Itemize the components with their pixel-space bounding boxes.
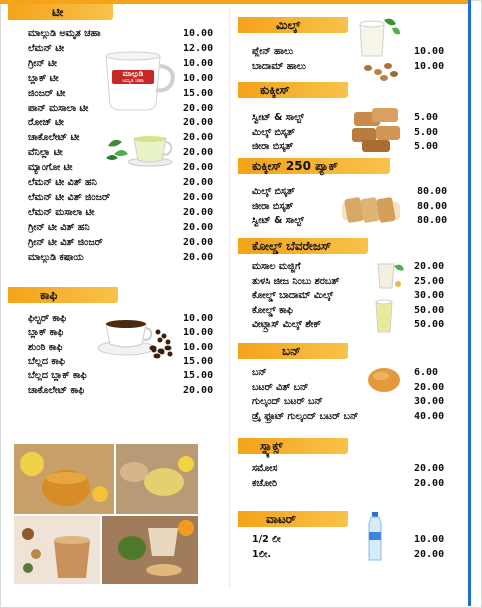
coffee-item-name: ಫಿಲ್ಟರ್ ಕಾಫಿ <box>28 313 67 324</box>
cookies-pack-item-price: 80.00 <box>417 215 448 226</box>
tea-item-name: ಮ್ಯಾಂಗೋ ಟೀ <box>28 162 73 174</box>
green-tea-image <box>104 128 176 168</box>
bun-item-name: ಬನ್ <box>252 367 267 378</box>
tea-item-price: 20.00 <box>183 206 214 218</box>
cookies-pack-item-price: 80.00 <box>417 200 448 212</box>
coffee-item-name: ಬೆಲ್ಲದ ಕಾಫಿ <box>28 355 66 367</box>
cookies-item-price: 5.00 <box>414 112 439 123</box>
cold-beverage-item-price: 20.00 <box>414 261 445 272</box>
right-border-line <box>468 0 471 606</box>
tea-item-price: 20.00 <box>183 162 214 174</box>
water-item-price: 20.00 <box>414 548 445 560</box>
tea-collage-image <box>14 444 198 584</box>
coffee-item-price: 10.00 <box>183 327 214 339</box>
tea-title: ಟೀ <box>52 5 64 19</box>
bun-item-price: 20.00 <box>414 381 445 393</box>
cookies-item-name: ಸ್ವೀಟ್ & ಸಾಲ್ಟ್ <box>252 112 304 123</box>
tea-item-price: 20.00 <box>183 117 214 129</box>
snack-item-price: 20.00 <box>414 477 445 489</box>
milk-image <box>354 16 404 82</box>
coffee-item-name: ಚಾಕೊಲೇಟ್ ಕಾಫಿ <box>28 384 85 396</box>
tea-item-name: ಲೆಮನ್ ಟೀ <box>28 42 65 54</box>
snacks-header <box>238 438 348 454</box>
cookies-pack-item-name: ಜೀರಾ ಬಿಸ್ಕತ್ <box>252 200 294 212</box>
water-item-name: 1ಲೀ. <box>252 548 272 560</box>
milk-item-name: ಬಾದಾಮ್ ಹಾಲು <box>252 60 306 72</box>
cold-beverages-title: ಕೋಲ್ಡ್ ಬೆವರೇಜಸ್ <box>252 239 332 253</box>
tea-item-price: 20.00 <box>183 177 214 188</box>
tea-item-name: ಲೆಮನ್ ಟೀ ವಿತ್ ಹನಿ <box>28 177 97 188</box>
bun-item-name: ಡ್ರೈ ಫ್ರೂಟ್ ಗುಲ್ಕಂದ್ ಬಟರ್ ಬನ್ <box>252 410 359 422</box>
bun-header <box>238 343 348 359</box>
water-bottle-image <box>366 512 384 562</box>
tea-item-price: 20.00 <box>183 102 214 114</box>
milk-item-name: ಪ್ಲೇನ್ ಹಾಲು <box>252 46 294 57</box>
cookies-image <box>350 104 404 154</box>
tea-item-name: ಮಾಲ್ಗುಡಿ ಅಮೃತ ಚಹಾ <box>28 28 101 39</box>
milk-item-price: 10.00 <box>414 46 445 57</box>
biscuit-pack-image <box>340 192 402 228</box>
cold-beverage-item-name: ತುಳಸಿ ಜೀಜ ನಿಂಬು ಶರಬತ್ <box>252 275 340 287</box>
bun-item-name: ಗುಲ್ಕಂದ್ ಬಟರ್ ಬನ್ <box>252 396 323 408</box>
cookies-pack-item-price: 80.00 <box>417 186 448 197</box>
cookies-title: ಕುಕ್ಕೀಸ್ <box>260 83 290 97</box>
cookies-pack-item-name: ಮಿಲ್ಕ್ ಬಿಸ್ಕತ್ <box>252 186 295 197</box>
cold-beverage-item-name: ಮಸಾಲ ಮಜ್ಜಿಗೆ <box>252 261 301 272</box>
coffee-header <box>8 287 118 303</box>
coffee-item-price: 10.00 <box>183 341 214 353</box>
snacks-title: ಸ್ನ್ಯಾಕ್ಸ್ <box>260 439 283 453</box>
bun-item-price: 40.00 <box>414 410 445 422</box>
cookies-pack-header <box>238 158 390 174</box>
snack-item-name: ಕಚೋರಿ <box>252 477 277 489</box>
coffee-item-price: 15.00 <box>183 370 214 382</box>
bun-item-price: 30.00 <box>414 396 445 408</box>
tea-item-price: 10.00 <box>183 28 214 39</box>
cold-beverage-item-price: 50.00 <box>414 304 445 316</box>
logo-tagline: ಅಮೃತ ಚಹಾ <box>122 78 144 84</box>
milk-title: ಮಿಲ್ಕ್ <box>276 18 301 32</box>
tea-item-price: 20.00 <box>183 221 214 233</box>
tea-item-name: ಗ್ರೀನ್ ಟೀ ವಿತ್ ಜಿಂಜರ್ <box>28 236 103 248</box>
coffee-item-price: 15.00 <box>183 355 214 367</box>
tea-item-name: ಗ್ರೀನ್ ಟೀ <box>28 57 57 69</box>
snack-item-price: 20.00 <box>414 463 445 474</box>
tea-item-price: 20.00 <box>183 251 214 263</box>
coffee-item-name: ಶುಂಠಿ ಕಾಫಿ <box>28 341 63 353</box>
tea-item-name: ರೋಜ್ ಟೀ <box>28 117 64 129</box>
logo-brand: ಮಾಲ್ಗುಡಿ <box>122 70 144 78</box>
coffee-item-name: ಬ್ಲಾಕ್ ಕಾಫಿ <box>28 327 64 339</box>
bun-item-price: 6.00 <box>414 367 439 378</box>
cookies-item-name: ಮಿಲ್ಕ್ ಬಿಸ್ಕತ್ <box>252 126 295 138</box>
tea-item-name: ಮಾಲ್ಗುಡಿ ಕಷಾಯ <box>28 251 84 263</box>
coffee-item-price: 20.00 <box>183 384 214 396</box>
tea-item-price: 12.00 <box>183 42 214 54</box>
tea-item-name: ಗ್ರೀನ್ ಟೀ ವಿತ್ ಹನಿ <box>28 221 90 233</box>
cold-beverage-item-price: 30.00 <box>414 290 445 302</box>
tea-item-name: ಲೆಮನ್ ಟೀ ವಿತ್ ಜಿಂಜರ್ <box>28 191 111 203</box>
malgudi-logo-cup <box>98 48 178 114</box>
tea-item-name: ಲೆಮನ್ ಮಸಾಲಾ ಟೀ <box>28 206 95 218</box>
tea-item-name: ಜಿಂಜರ್ ಟೀ <box>28 87 66 99</box>
column-divider <box>229 8 230 588</box>
tea-header <box>8 4 113 20</box>
cookies-item-name: ಜೀರಾ ಬಿಸ್ಕತ್ <box>252 141 294 152</box>
cookies-header <box>238 82 348 98</box>
cold-beverage-item-name: ಕೋಲ್ಡ್ ಕಾಫಿ <box>252 304 293 316</box>
cold-beverage-item-name: ಕೋಲ್ಡ್ ಬಾದಾಮ್ ಮಿಲ್ಕ್ <box>252 290 334 302</box>
bun-item-name: ಬಟರ್ ವಿತ್ ಬನ್ <box>252 381 309 393</box>
tea-item-price: 20.00 <box>183 147 214 159</box>
tea-item-name: ಬ್ಲಾಕ್ ಟೀ <box>28 72 59 84</box>
tea-item-name: ಚಾಕೊಲೇಟ್ ಟೀ <box>28 132 80 144</box>
cold-beverage-item-price: 25.00 <box>414 275 445 287</box>
coffee-beans-icon <box>148 342 172 360</box>
coffee-title: ಕಾಫಿ <box>40 288 58 302</box>
cookies-item-price: 5.00 <box>414 126 439 138</box>
bun-image <box>366 362 402 394</box>
milk-item-price: 10.00 <box>414 60 445 72</box>
tea-item-price: 20.00 <box>183 236 214 248</box>
tea-item-price: 20.00 <box>183 191 214 203</box>
tea-item-name: ಪಾನ್ ಮಸಾಲಾ ಟೀ <box>28 102 89 114</box>
cold-beverage-item-name: ವೀಟ್ಗ್ರಾಸ್ ಮಿಲ್ಕ್ ಶೇಕ್ <box>252 319 321 331</box>
cold-beverage-item-price: 50.00 <box>414 319 445 331</box>
water-item-name: 1/2 ಲೀ <box>252 534 281 545</box>
cold-beverages-header <box>238 238 368 254</box>
tea-item-price: 10.00 <box>183 72 214 84</box>
cold-drinks-image <box>372 258 406 338</box>
coffee-item-name: ಬೆಲ್ಲದ ಬ್ಲಾಕ್ ಕಾಫಿ <box>28 370 87 382</box>
bun-title: ಬನ್ <box>282 344 301 358</box>
tea-item-price: 15.00 <box>183 87 214 99</box>
coffee-item-price: 10.00 <box>183 313 214 324</box>
water-header <box>238 511 348 527</box>
tea-item-name: ವೆನಿಲ್ಲಾ ಟೀ <box>28 147 63 159</box>
cookies-pack-item-name: ಸ್ವೀಟ್ & ಸಾಲ್ಟ್ <box>252 215 304 226</box>
water-item-price: 10.00 <box>414 534 445 545</box>
tea-item-price: 10.00 <box>183 57 214 69</box>
snack-item-name: ಸಮೋಸ <box>252 463 278 474</box>
water-title: ವಾಟರ್ <box>266 512 297 526</box>
cookies-item-price: 5.00 <box>414 141 439 152</box>
milk-header <box>238 17 348 33</box>
tea-item-price: 20.00 <box>183 132 214 144</box>
cookies-pack-title: ಕುಕ್ಕೀಸ್ 250 ಪ್ಯಾಕ್ <box>252 159 338 173</box>
